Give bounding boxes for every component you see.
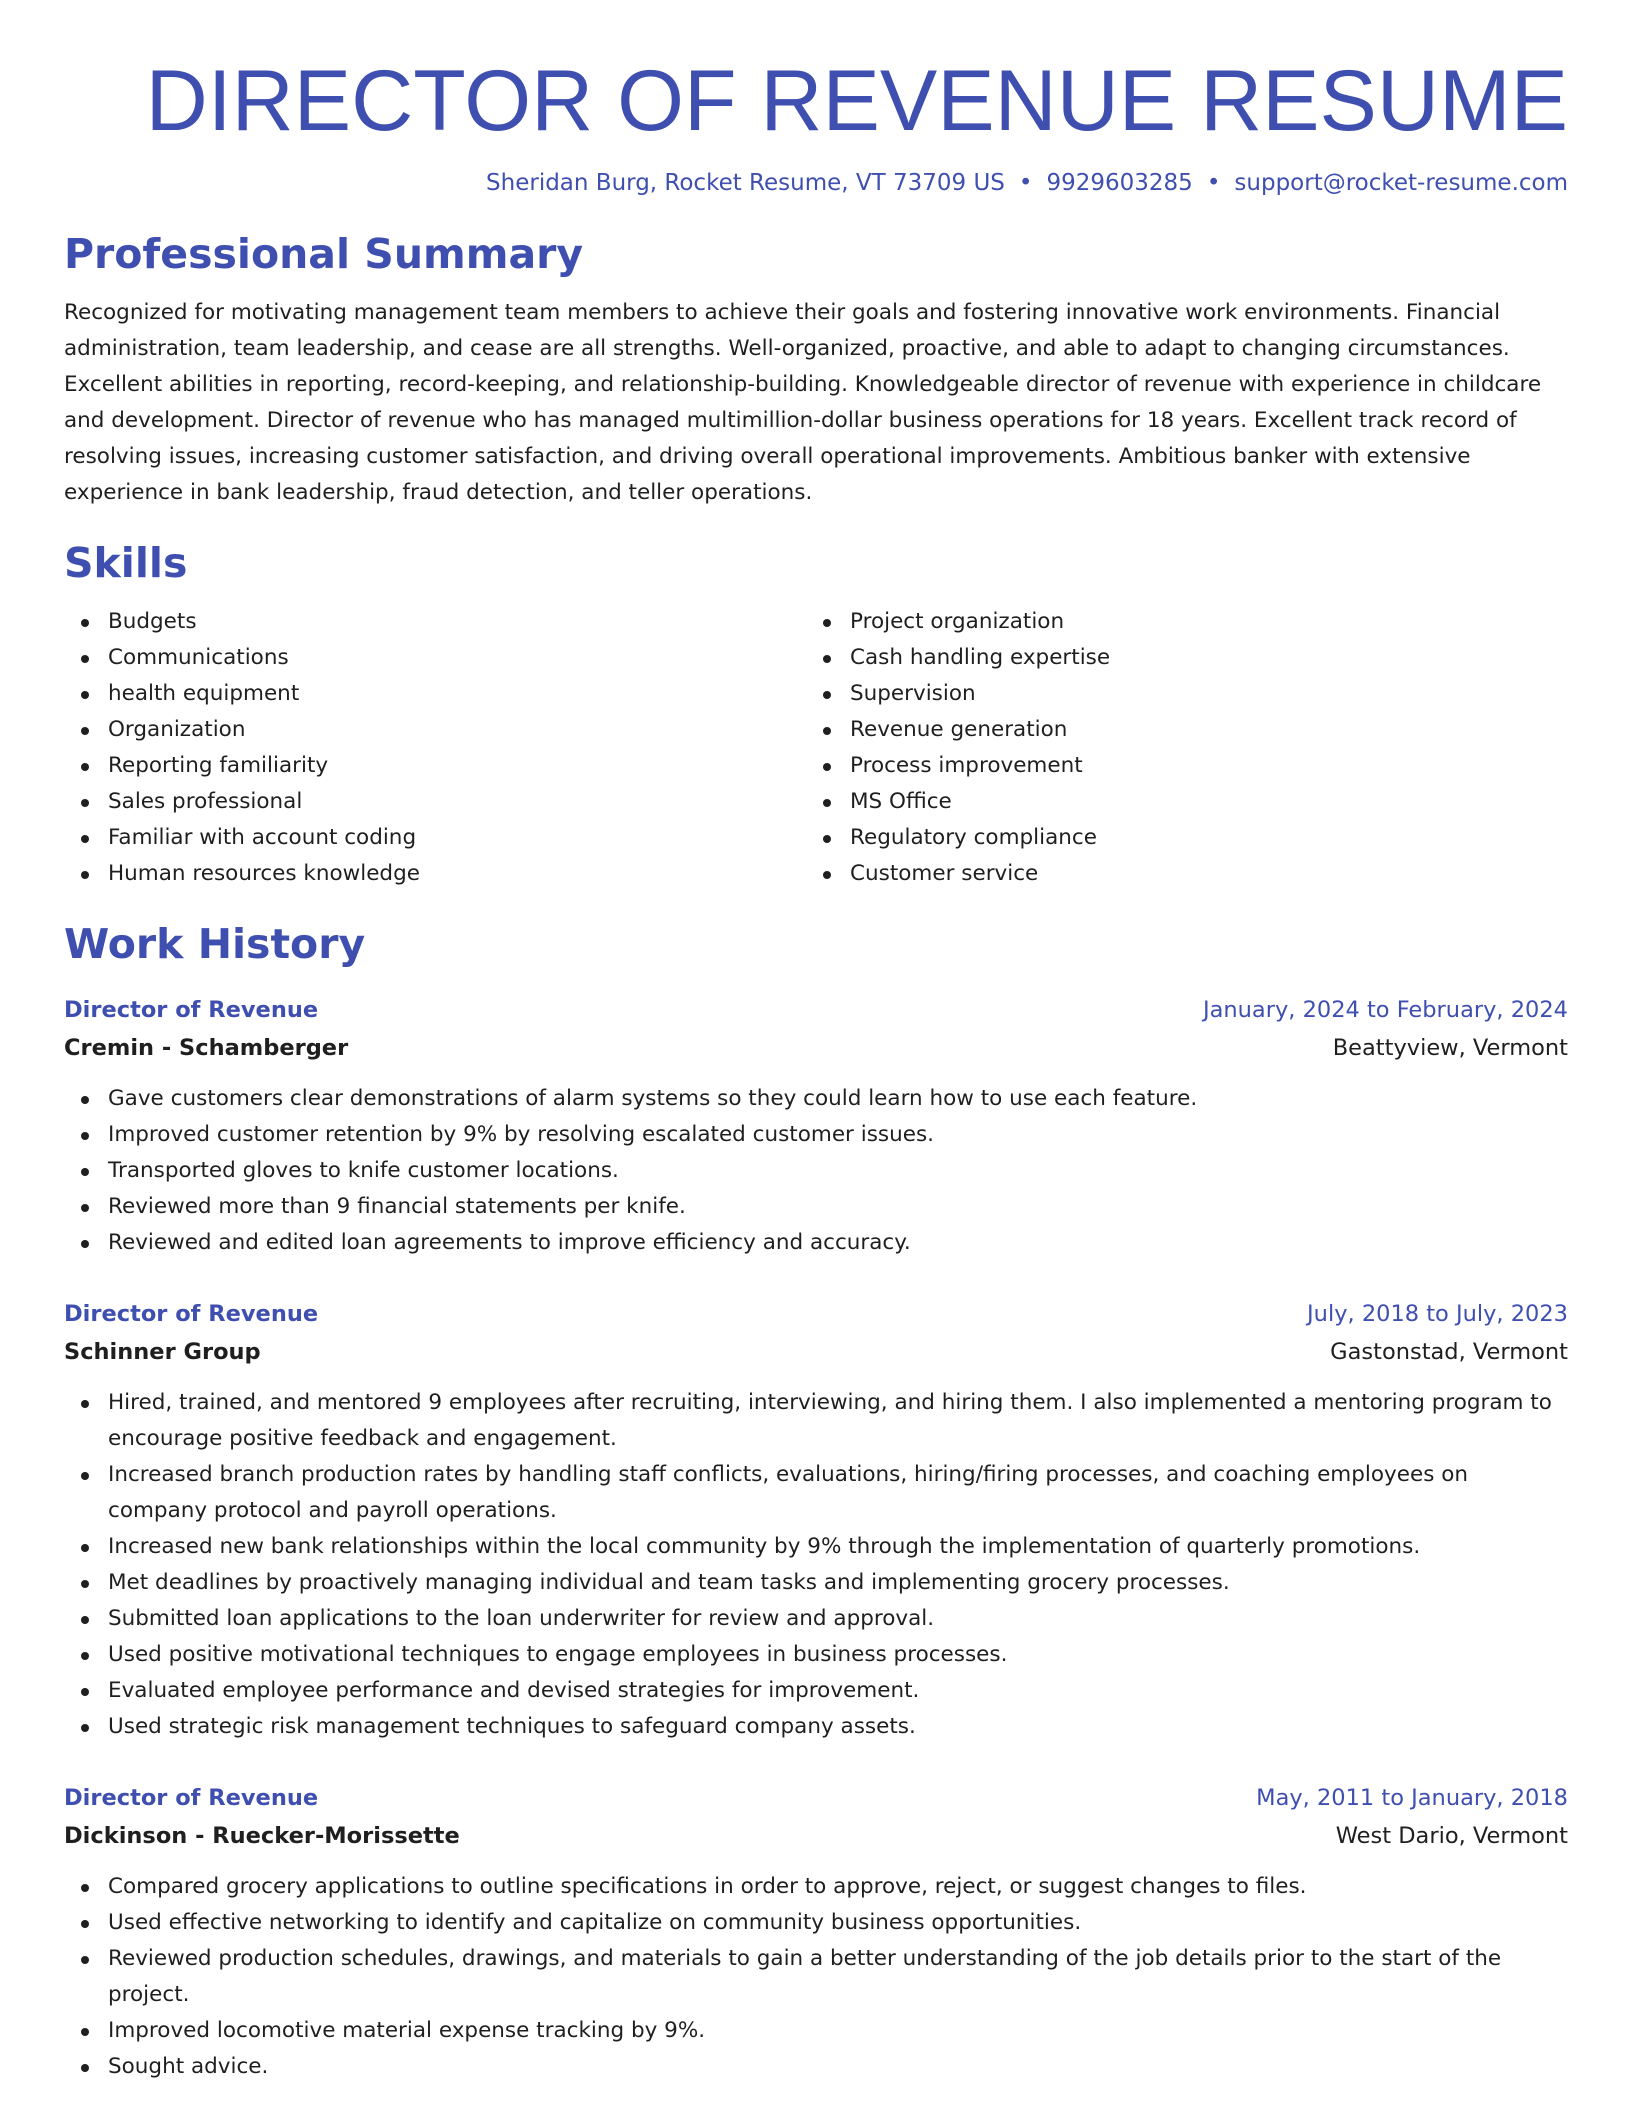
contact-separator: •: [1206, 170, 1221, 197]
job-bullet: Evaluated employee performance and devised strategies for improvement.: [64, 1673, 1568, 1709]
job-entry: [64, 1779, 1568, 2085]
job-bullet: Increased branch production rates by handling staff conflicts, evaluations, hiring/firing processes, and coaching employees on company protocol and payroll operations.: [64, 1457, 1568, 1529]
skill-item: Organization: [64, 712, 806, 748]
summary-text: Recognized for motivating management team members to achieve their goals and fostering innovative work environments. Financial administration, team leadership, and cease are all strengths. Well-organized, proactive, and able to adapt to changing circumstances. Excellent abilities in reporting, record-keeping, and relationship-building. Knowledgeable director of revenue with experience in childcare and development. Director of revenue who has managed multimillion-dollar business operations for 18 years. Excellent track record of resolving issues, increasing customer satisfaction, and driving overall operational improvements. Ambitious banker with extensive experience in bank leadership, fraud detection, and teller operations.: [64, 300, 1542, 506]
skill-item: Budgets: [64, 604, 806, 640]
job-header-row: [64, 991, 1568, 1029]
work-history-heading: Work History: [64, 920, 366, 969]
skills-column-left: [64, 604, 806, 892]
skill-item: Regulatory compliance: [806, 820, 1548, 856]
skills-column-right: [806, 604, 1548, 892]
skills-list: [64, 604, 1568, 892]
job-title: Director of Revenue: [64, 1785, 319, 1812]
job-bullet: Increased new bank relationships within the local community by 9% through the implementation of quarterly promotions.: [64, 1529, 1568, 1565]
job-bullet: Improved locomotive material expense tracking by 9%.: [64, 2013, 1568, 2049]
summary-heading: Professional Summary: [64, 229, 584, 278]
contact-address: Sheridan Burg, Rocket Resume, VT 73709 US: [486, 170, 1005, 197]
job-entry: [64, 1295, 1568, 1745]
job-company-row: [64, 1817, 1568, 1855]
job-bullet: Reviewed production schedules, drawings, and materials to gain a better understanding of the job details prior to the start of the project.: [64, 1941, 1568, 2013]
contact-line: [64, 170, 1568, 198]
job-entry: [64, 991, 1568, 1261]
job-bullet: Used effective networking to identify and capitalize on community business opportunities.: [64, 1905, 1568, 1941]
job-bullet: Submitted loan applications to the loan underwriter for review and approval.: [64, 1601, 1568, 1637]
job-bullet: Sought advice.: [64, 2049, 1568, 2085]
job-bullet: Gave customers clear demonstrations of alarm systems so they could learn how to use each feature.: [64, 1081, 1568, 1117]
job-header-row: [64, 1779, 1568, 1817]
job-bullet: Compared grocery applications to outline specifications in order to approve, reject, or suggest changes to files.: [64, 1869, 1568, 1905]
job-title: Director of Revenue: [64, 997, 319, 1024]
job-bullets: [64, 1869, 1568, 2085]
skill-item: Human resources knowledge: [64, 856, 806, 892]
skills-heading: Skills: [64, 539, 188, 588]
job-location: Beattyview, Vermont: [1332, 1035, 1568, 1062]
job-title: Director of Revenue: [64, 1301, 319, 1328]
resume-page: [64, 0, 1568, 2085]
resume-title: DIRECTOR OF REVENUE RESUME: [145, 53, 1568, 149]
skill-item: MS Office: [806, 784, 1548, 820]
contact-separator: •: [1018, 170, 1033, 197]
job-bullet: Reviewed more than 9 financial statements per knife.: [64, 1189, 1568, 1225]
skill-item: Cash handling expertise: [806, 640, 1548, 676]
job-bullets: [64, 1385, 1568, 1745]
company-name: Dickinson - Ruecker-Morissette: [64, 1823, 460, 1850]
job-bullet: Hired, trained, and mentored 9 employees after recruiting, interviewing, and hiring them. I also implemented a mentoring program to encourage positive feedback and engagement.: [64, 1385, 1568, 1457]
job-dates: May, 2011 to January, 2018: [1256, 1785, 1568, 1812]
contact-email[interactable]: support@rocket-resume.com: [1234, 170, 1568, 197]
job-bullet: Used positive motivational techniques to engage employees in business processes.: [64, 1637, 1568, 1673]
job-bullet: Transported gloves to knife customer locations.: [64, 1153, 1568, 1189]
company-name: Schinner Group: [64, 1339, 261, 1366]
skill-item: Process improvement: [806, 748, 1548, 784]
job-dates: July, 2018 to July, 2023: [1307, 1301, 1568, 1328]
job-bullet: Reviewed and edited loan agreements to improve efficiency and accuracy.: [64, 1225, 1568, 1261]
skill-item: health equipment: [64, 676, 806, 712]
skill-item: Communications: [64, 640, 806, 676]
skill-item: Supervision: [806, 676, 1548, 712]
skill-item: Project organization: [806, 604, 1548, 640]
job-bullet: Met deadlines by proactively managing individual and team tasks and implementing grocery processes.: [64, 1565, 1568, 1601]
job-header-row: [64, 1295, 1568, 1333]
company-name: Cremin - Schamberger: [64, 1035, 349, 1062]
job-location: West Dario, Vermont: [1335, 1823, 1568, 1850]
job-bullet: Used strategic risk management techniques to safeguard company assets.: [64, 1709, 1568, 1745]
skill-item: Customer service: [806, 856, 1548, 892]
job-company-row: [64, 1333, 1568, 1371]
job-company-row: [64, 1029, 1568, 1067]
job-dates: January, 2024 to February, 2024: [1202, 997, 1568, 1024]
skill-item: Revenue generation: [806, 712, 1548, 748]
job-bullet: Improved customer retention by 9% by resolving escalated customer issues.: [64, 1117, 1568, 1153]
job-bullets: [64, 1081, 1568, 1261]
work-history-list: [64, 991, 1568, 2085]
skill-item: Sales professional: [64, 784, 806, 820]
skill-item: Reporting familiarity: [64, 748, 806, 784]
contact-phone[interactable]: 9929603285: [1046, 170, 1193, 197]
job-location: Gastonstad, Vermont: [1330, 1339, 1568, 1366]
skill-item: Familiar with account coding: [64, 820, 806, 856]
